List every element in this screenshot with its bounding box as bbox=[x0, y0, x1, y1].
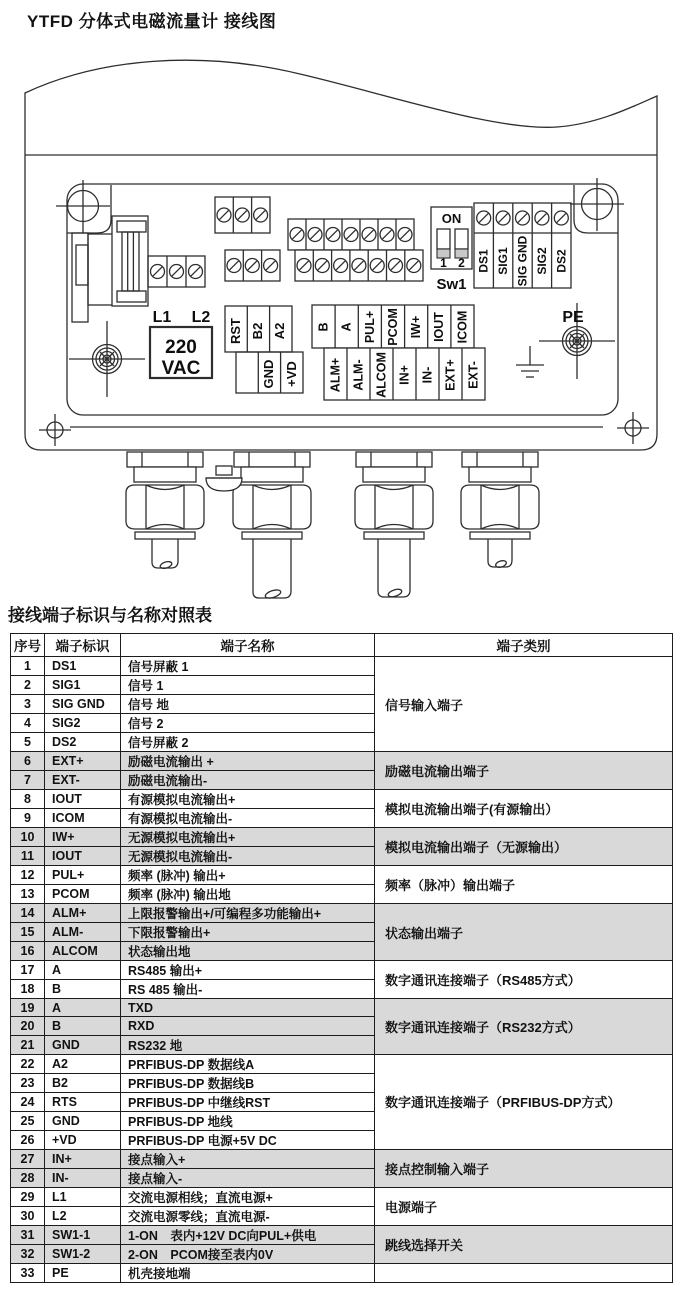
col-terminal-name: RXD bbox=[121, 1017, 375, 1035]
col-terminal-category: 数字通讯连接端子（PRFIBUS-DP方式） bbox=[375, 1054, 673, 1149]
cable-gland bbox=[355, 452, 433, 598]
cable-gland bbox=[126, 452, 204, 570]
col-terminal-name: 有源模拟电流输出- bbox=[121, 809, 375, 828]
col-terminal-category: 跳线选择开关 bbox=[375, 1225, 673, 1263]
col-terminal-category: 数字通讯连接端子（RS232方式） bbox=[375, 999, 673, 1055]
col-terminal-category: 模拟电流输出端子(有源输出） bbox=[375, 790, 673, 828]
col-terminal-category: 接点控制输入端子 bbox=[375, 1149, 673, 1187]
col-terminal-id: SIG GND bbox=[45, 695, 121, 714]
label-l2: L2 bbox=[191, 309, 211, 326]
header-index: 序号 bbox=[11, 634, 45, 657]
col-terminal-name: 信号 2 bbox=[121, 714, 375, 733]
col-index: 30 bbox=[11, 1206, 45, 1225]
col-terminal-id: IN+ bbox=[45, 1149, 121, 1168]
col-terminal-id: GND bbox=[45, 1035, 121, 1054]
col-terminal-name: 接点输入+ bbox=[121, 1149, 375, 1168]
col-index: 33 bbox=[11, 1263, 45, 1282]
terminal-label-gnd: GND bbox=[261, 359, 276, 389]
terminal-label-a: A bbox=[339, 322, 354, 332]
col-terminal-name: 频率 (脉冲) 输出+ bbox=[121, 866, 375, 885]
col-index: 24 bbox=[11, 1092, 45, 1111]
col-terminal-name: PRFIBUS-DP 电源+5V DC bbox=[121, 1130, 375, 1149]
table-row bbox=[11, 790, 673, 809]
table-title: 接线端子标识与名称对照表 bbox=[8, 606, 212, 625]
page-title: YTFD 分体式电磁流量计 接线图 bbox=[27, 12, 277, 31]
col-index: 3 bbox=[11, 695, 45, 714]
terminal-label-ds2: DS2 bbox=[554, 249, 569, 273]
terminal-label-b: B bbox=[316, 322, 331, 332]
col-terminal-id: PCOM bbox=[45, 885, 121, 904]
col-terminal-name: 无源模拟电流输出+ bbox=[121, 828, 375, 847]
col-terminal-name: 交流电源相线；直流电源+ bbox=[121, 1187, 375, 1206]
col-terminal-name: RS232 地 bbox=[121, 1035, 375, 1054]
label-l1: L1 bbox=[152, 309, 172, 326]
terminal-label-ext-minus: EXT- bbox=[466, 361, 481, 389]
col-terminal-name: 交流电源零线；直流电源- bbox=[121, 1206, 375, 1225]
table-row bbox=[11, 657, 673, 676]
col-index: 13 bbox=[11, 885, 45, 904]
terminal-label-ds1: DS1 bbox=[476, 249, 491, 273]
col-terminal-id: B2 bbox=[45, 1073, 121, 1092]
col-index: 21 bbox=[11, 1035, 45, 1054]
col-terminal-name: 励磁电流输出 + bbox=[121, 752, 375, 771]
col-index: 2 bbox=[11, 676, 45, 695]
terminal-table bbox=[10, 633, 673, 1283]
terminal-label-pul: PUL+ bbox=[362, 310, 377, 344]
col-terminal-category: 频率（脉冲）输出端子 bbox=[375, 866, 673, 904]
terminal-label-b2: B2 bbox=[250, 322, 265, 340]
col-terminal-id: +VD bbox=[45, 1130, 121, 1149]
table-row bbox=[11, 828, 673, 847]
col-index: 4 bbox=[11, 714, 45, 733]
terminal-label-in-plus: IN+ bbox=[397, 365, 412, 385]
table-row bbox=[11, 1054, 673, 1073]
col-terminal-id: ALCOM bbox=[45, 942, 121, 961]
table-row bbox=[11, 904, 673, 923]
col-index: 17 bbox=[11, 961, 45, 980]
col-terminal-name: 频率 (脉冲) 输出地 bbox=[121, 885, 375, 904]
col-terminal-id: A bbox=[45, 961, 121, 980]
table-row bbox=[11, 752, 673, 771]
table-row bbox=[11, 1263, 673, 1282]
col-terminal-category: 信号输入端子 bbox=[375, 657, 673, 752]
col-terminal-name: 状态输出地 bbox=[121, 942, 375, 961]
terminal-label-alm-plus: ALM+ bbox=[328, 357, 343, 393]
col-index: 8 bbox=[11, 790, 45, 809]
col-terminal-id: B bbox=[45, 1017, 121, 1035]
col-index: 31 bbox=[11, 1225, 45, 1244]
terminal-label-rst: RST bbox=[228, 318, 243, 344]
terminal-label-sig2: SIG2 bbox=[534, 247, 549, 275]
col-index: 15 bbox=[11, 923, 45, 942]
col-terminal-name: TXD bbox=[121, 999, 375, 1017]
terminal-label-iw: IW+ bbox=[409, 315, 424, 339]
col-index: 18 bbox=[11, 980, 45, 999]
col-terminal-id: SW1-1 bbox=[45, 1225, 121, 1244]
terminal-label-a2: A2 bbox=[272, 322, 287, 340]
col-index: 23 bbox=[11, 1073, 45, 1092]
col-terminal-name: 上限报警输出+/可编程多功能输出+ bbox=[121, 904, 375, 923]
col-index: 32 bbox=[11, 1244, 45, 1263]
table-row bbox=[11, 999, 673, 1017]
col-terminal-id: A bbox=[45, 999, 121, 1017]
col-terminal-id: DS1 bbox=[45, 657, 121, 676]
cable-gland bbox=[233, 452, 311, 600]
col-index: 16 bbox=[11, 942, 45, 961]
col-terminal-name: 1-ON 表内+12V DC向PUL+供电 bbox=[121, 1225, 375, 1244]
terminal-label-pcom: PCOM bbox=[386, 308, 400, 346]
header-terminal-name: 端子名称 bbox=[121, 634, 375, 657]
header-terminal-id: 端子标识 bbox=[45, 634, 121, 657]
col-terminal-name: PRFIBUS-DP 地线 bbox=[121, 1111, 375, 1130]
col-terminal-name: 无源模拟电流输出- bbox=[121, 847, 375, 866]
col-terminal-id: ICOM bbox=[45, 809, 121, 828]
table-header-row bbox=[11, 634, 673, 657]
col-terminal-id: GND bbox=[45, 1111, 121, 1130]
col-terminal-name: PRFIBUS-DP 数据线B bbox=[121, 1073, 375, 1092]
terminal-label-in-minus: IN- bbox=[420, 366, 435, 384]
col-terminal-name: 有源模拟电流输出+ bbox=[121, 790, 375, 809]
col-index: 12 bbox=[11, 866, 45, 885]
col-terminal-category: 模拟电流输出端子（无源输出） bbox=[375, 828, 673, 866]
label-voltage-vac: VAC bbox=[161, 358, 201, 379]
table-row bbox=[11, 961, 673, 980]
col-terminal-id: SIG1 bbox=[45, 676, 121, 695]
col-terminal-name: 信号屏蔽 2 bbox=[121, 733, 375, 752]
col-terminal-name: 接点输入- bbox=[121, 1168, 375, 1187]
col-terminal-name: 信号 地 bbox=[121, 695, 375, 714]
col-terminal-name: 信号 1 bbox=[121, 676, 375, 695]
col-terminal-name: PRFIBUS-DP 中继线RST bbox=[121, 1092, 375, 1111]
col-terminal-category: 励磁电流输出端子 bbox=[375, 752, 673, 790]
col-terminal-id: PE bbox=[45, 1263, 121, 1282]
col-index: 25 bbox=[11, 1111, 45, 1130]
header-terminal-category: 端子类别 bbox=[375, 634, 673, 657]
col-terminal-name: 机壳接地端 bbox=[121, 1263, 375, 1282]
terminal-label-iout: IOUT bbox=[432, 312, 447, 342]
col-terminal-name: 2-ON PCOM接至表内0V bbox=[121, 1244, 375, 1263]
col-terminal-id: IW+ bbox=[45, 828, 121, 847]
pe-label: PE bbox=[562, 309, 584, 326]
col-terminal-id: EXT+ bbox=[45, 752, 121, 771]
col-index: 6 bbox=[11, 752, 45, 771]
col-terminal-category: 数字通讯连接端子（RS485方式） bbox=[375, 961, 673, 999]
col-index: 22 bbox=[11, 1054, 45, 1073]
col-terminal-id: B bbox=[45, 980, 121, 999]
dip-on-label: ON bbox=[441, 211, 462, 226]
label-voltage-220: 220 bbox=[165, 337, 197, 358]
col-terminal-id: L2 bbox=[45, 1206, 121, 1225]
table-row bbox=[11, 866, 673, 885]
col-terminal-name: PRFIBUS-DP 数据线A bbox=[121, 1054, 375, 1073]
col-index: 27 bbox=[11, 1149, 45, 1168]
terminal-label-siggnd: SIG GND bbox=[515, 235, 530, 287]
terminal-label-alm-minus: ALM- bbox=[351, 359, 366, 391]
col-terminal-id: IOUT bbox=[45, 790, 121, 809]
col-terminal-name: RS 485 输出- bbox=[121, 980, 375, 999]
col-terminal-name: 信号屏蔽 1 bbox=[121, 657, 375, 676]
col-terminal-category bbox=[375, 1263, 673, 1282]
col-index: 29 bbox=[11, 1187, 45, 1206]
col-terminal-id: L1 bbox=[45, 1187, 121, 1206]
col-index: 19 bbox=[11, 999, 45, 1017]
col-terminal-name: 励磁电流输出- bbox=[121, 771, 375, 790]
dip-pos1-label: 1 bbox=[440, 256, 447, 270]
col-terminal-id: RTS bbox=[45, 1092, 121, 1111]
wiring-diagram bbox=[0, 0, 680, 612]
col-terminal-id: ALM- bbox=[45, 923, 121, 942]
terminal-table-body bbox=[11, 657, 673, 1283]
col-index: 14 bbox=[11, 904, 45, 923]
col-terminal-category: 电源端子 bbox=[375, 1187, 673, 1225]
col-index: 1 bbox=[11, 657, 45, 676]
cable-gland bbox=[461, 452, 539, 569]
col-index: 7 bbox=[11, 771, 45, 790]
col-terminal-name: RS485 输出+ bbox=[121, 961, 375, 980]
terminal-label-ext-plus: EXT+ bbox=[443, 359, 458, 391]
col-terminal-id: IOUT bbox=[45, 847, 121, 866]
col-terminal-id: SW1-2 bbox=[45, 1244, 121, 1263]
col-index: 28 bbox=[11, 1168, 45, 1187]
terminal-label-alcom: ALCOM bbox=[374, 352, 389, 398]
col-index: 11 bbox=[11, 847, 45, 866]
table-row bbox=[11, 1149, 673, 1168]
col-terminal-id: SIG2 bbox=[45, 714, 121, 733]
table-row bbox=[11, 1187, 673, 1206]
col-terminal-id: IN- bbox=[45, 1168, 121, 1187]
terminal-label-icom: ICOM bbox=[455, 310, 470, 344]
col-index: 26 bbox=[11, 1130, 45, 1149]
dip-pos2-label: 2 bbox=[458, 256, 465, 270]
col-index: 9 bbox=[11, 809, 45, 828]
table-row bbox=[11, 1225, 673, 1244]
dip-switch-name: Sw1 bbox=[436, 276, 467, 293]
col-terminal-id: ALM+ bbox=[45, 904, 121, 923]
col-index: 5 bbox=[11, 733, 45, 752]
col-index: 10 bbox=[11, 828, 45, 847]
terminal-label-vd: +VD bbox=[284, 361, 299, 387]
vent-plug-icon bbox=[206, 466, 242, 491]
col-terminal-id: A2 bbox=[45, 1054, 121, 1073]
col-terminal-category: 状态输出端子 bbox=[375, 904, 673, 961]
col-terminal-id: DS2 bbox=[45, 733, 121, 752]
terminal-label-sig1: SIG1 bbox=[496, 247, 511, 275]
col-index: 20 bbox=[11, 1017, 45, 1035]
col-terminal-name: 下限报警输出+ bbox=[121, 923, 375, 942]
col-terminal-id: EXT- bbox=[45, 771, 121, 790]
col-terminal-id: PUL+ bbox=[45, 866, 121, 885]
